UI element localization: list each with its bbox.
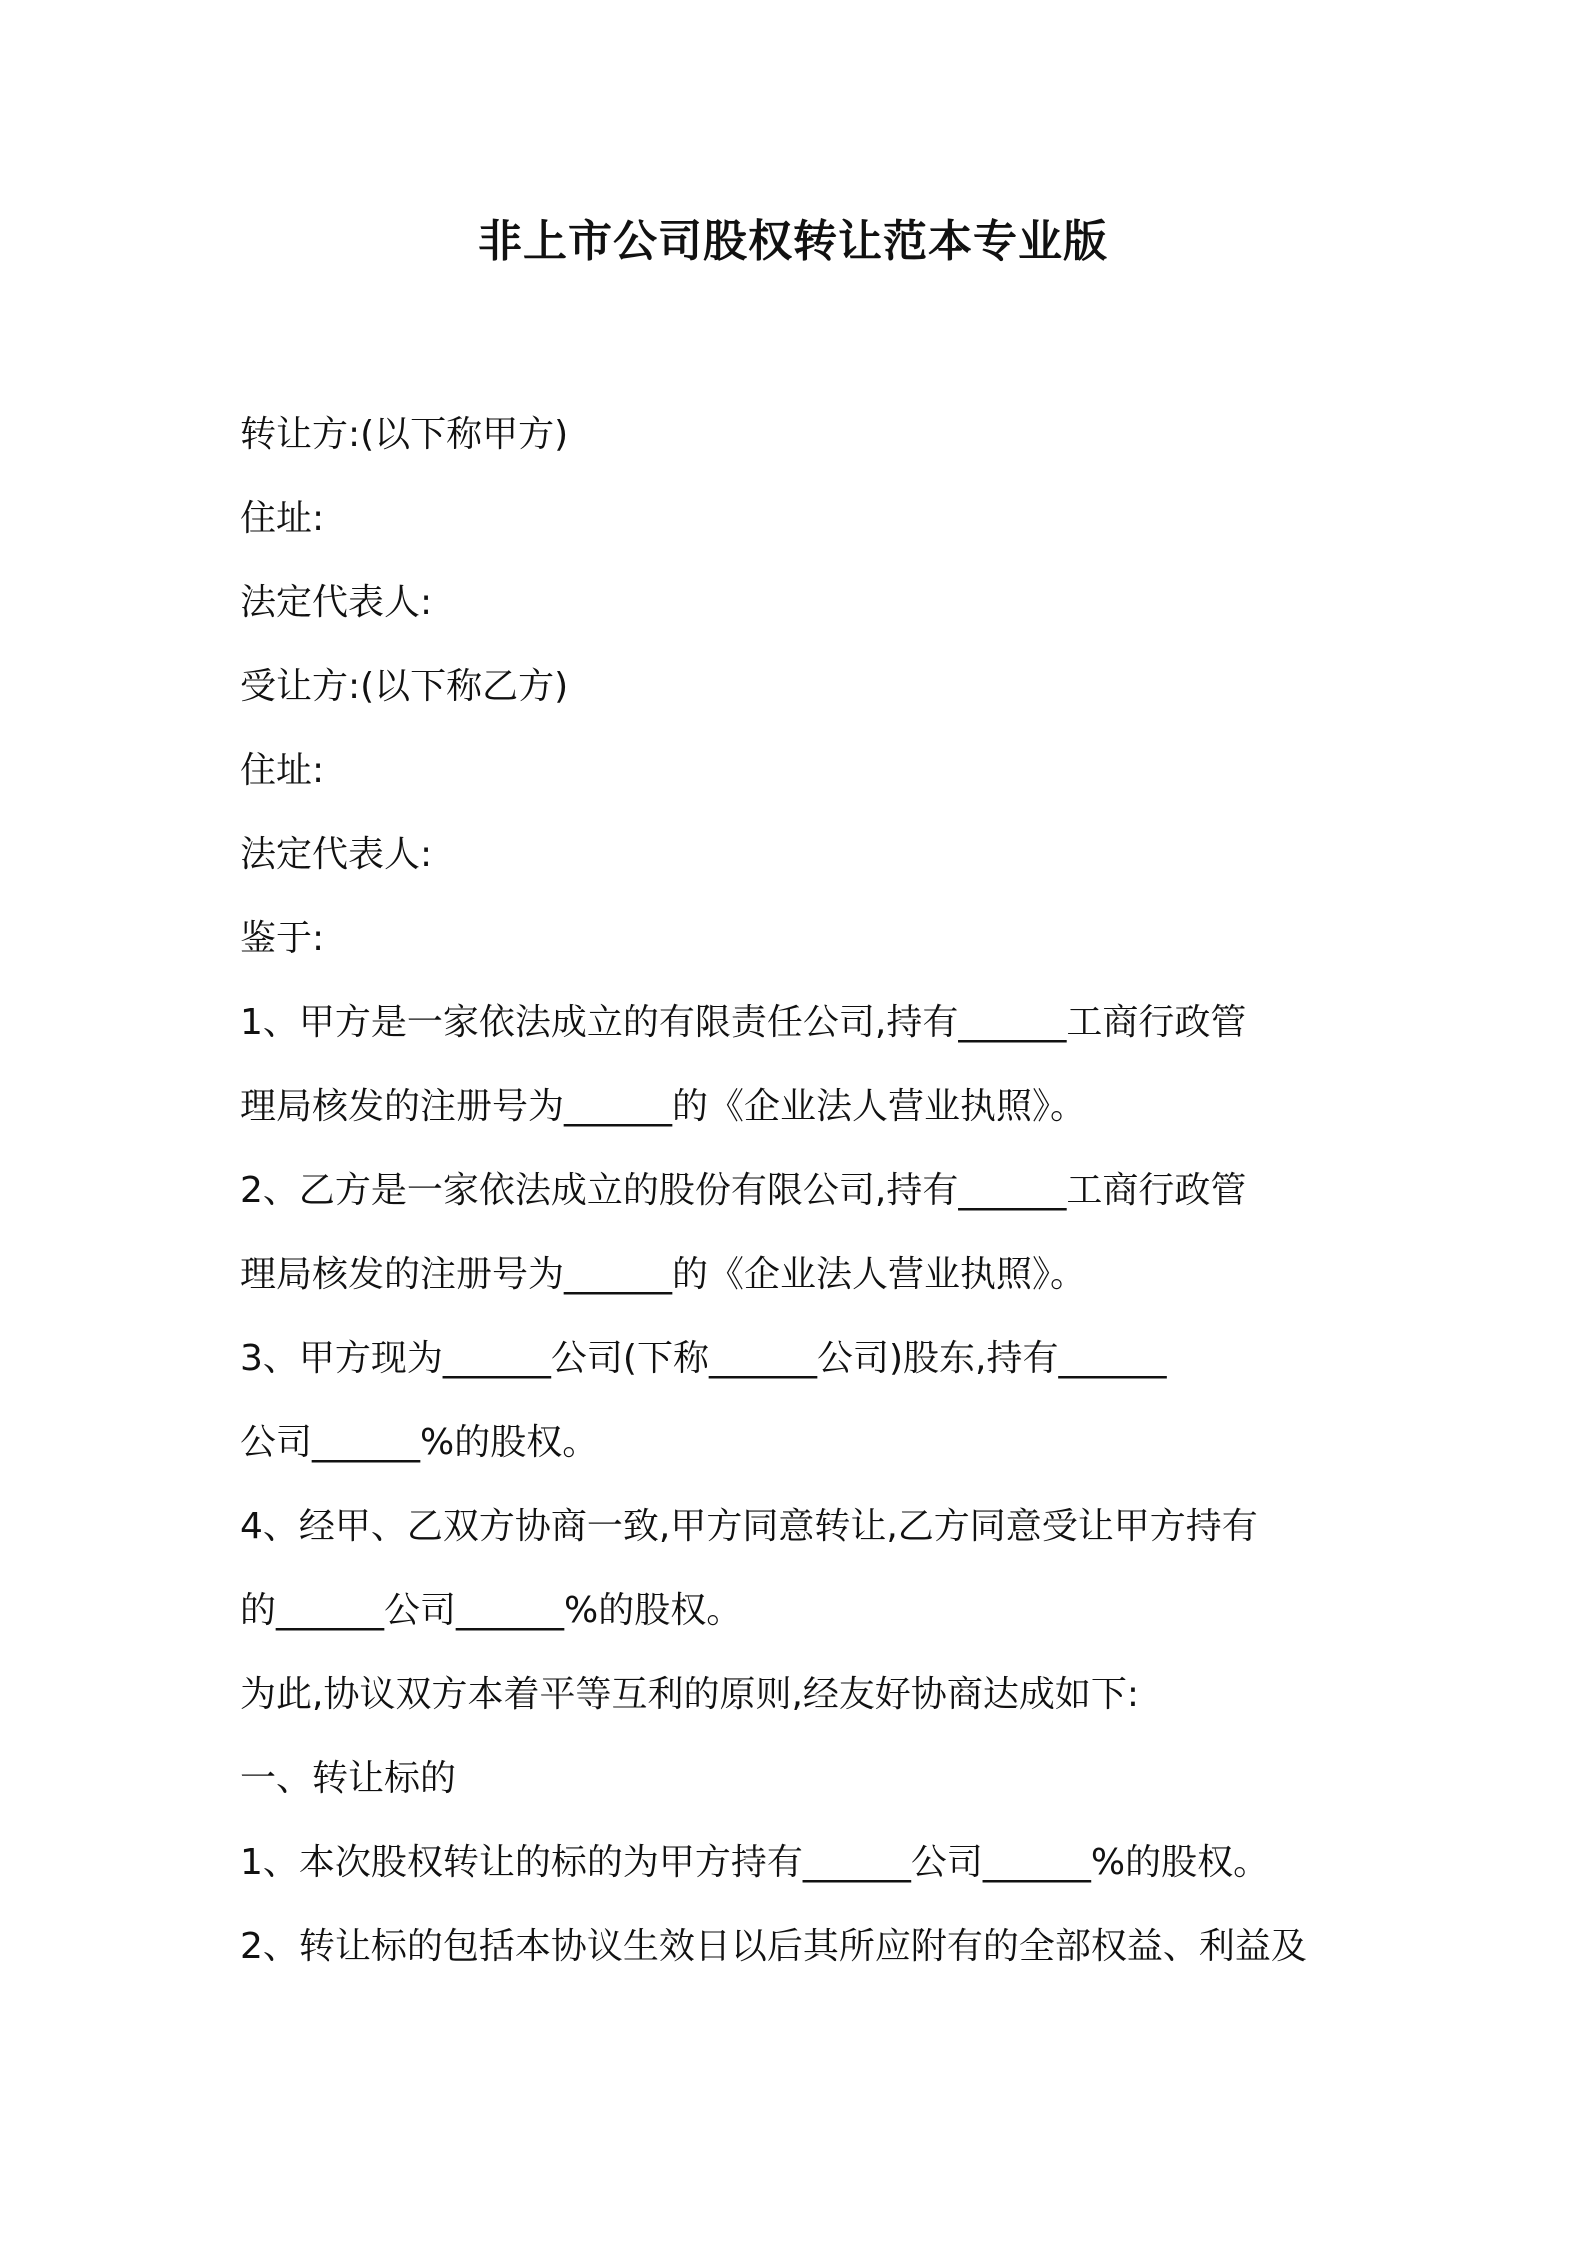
transferee-address-line: 住址: <box>240 750 325 791</box>
agreement-intro-line: 为此,协议双方本着平等互利的原则,经友好协商达成如下: <box>240 1674 1140 1715</box>
clause-4-line-2: 的______公司______%的股权。 <box>240 1590 743 1631</box>
transferee-line: 受让方:(以下称乙方) <box>240 666 569 707</box>
whereas-heading: 鉴于: <box>240 918 325 959</box>
transferor-address-line: 住址: <box>240 498 325 539</box>
clause-4-line-1: 4、经甲、乙双方协商一致,甲方同意转让,乙方同意受让甲方持有 <box>240 1506 1258 1547</box>
section-1-heading: 一、转让标的 <box>240 1758 457 1799</box>
document-title: 非上市公司股权转让范本专业版 <box>478 216 1108 267</box>
clause-3-line-2: 公司______%的股权。 <box>240 1422 599 1463</box>
transferee-legal-rep-line: 法定代表人: <box>240 834 433 875</box>
clause-3-line-1: 3、甲方现为______公司(下称______公司)股东,持有______ <box>240 1338 1167 1379</box>
transferor-line: 转让方:(以下称甲方) <box>240 414 569 455</box>
transferor-legal-rep-line: 法定代表人: <box>240 582 433 623</box>
section-1-item-2: 2、转让标的包括本协议生效日以后其所应附有的全部权益、利益及 <box>240 1926 1307 1967</box>
clause-1-line-2: 理局核发的注册号为______的《企业法人营业执照》。 <box>240 1086 1087 1127</box>
section-1-item-1: 1、本次股权转让的标的为甲方持有______公司______%的股权。 <box>240 1842 1270 1883</box>
clause-2-line-2: 理局核发的注册号为______的《企业法人营业执照》。 <box>240 1254 1087 1295</box>
clause-2-line-1: 2、乙方是一家依法成立的股份有限公司,持有______工商行政管 <box>240 1170 1247 1211</box>
clause-1-line-1: 1、甲方是一家依法成立的有限责任公司,持有______工商行政管 <box>240 1002 1247 1043</box>
